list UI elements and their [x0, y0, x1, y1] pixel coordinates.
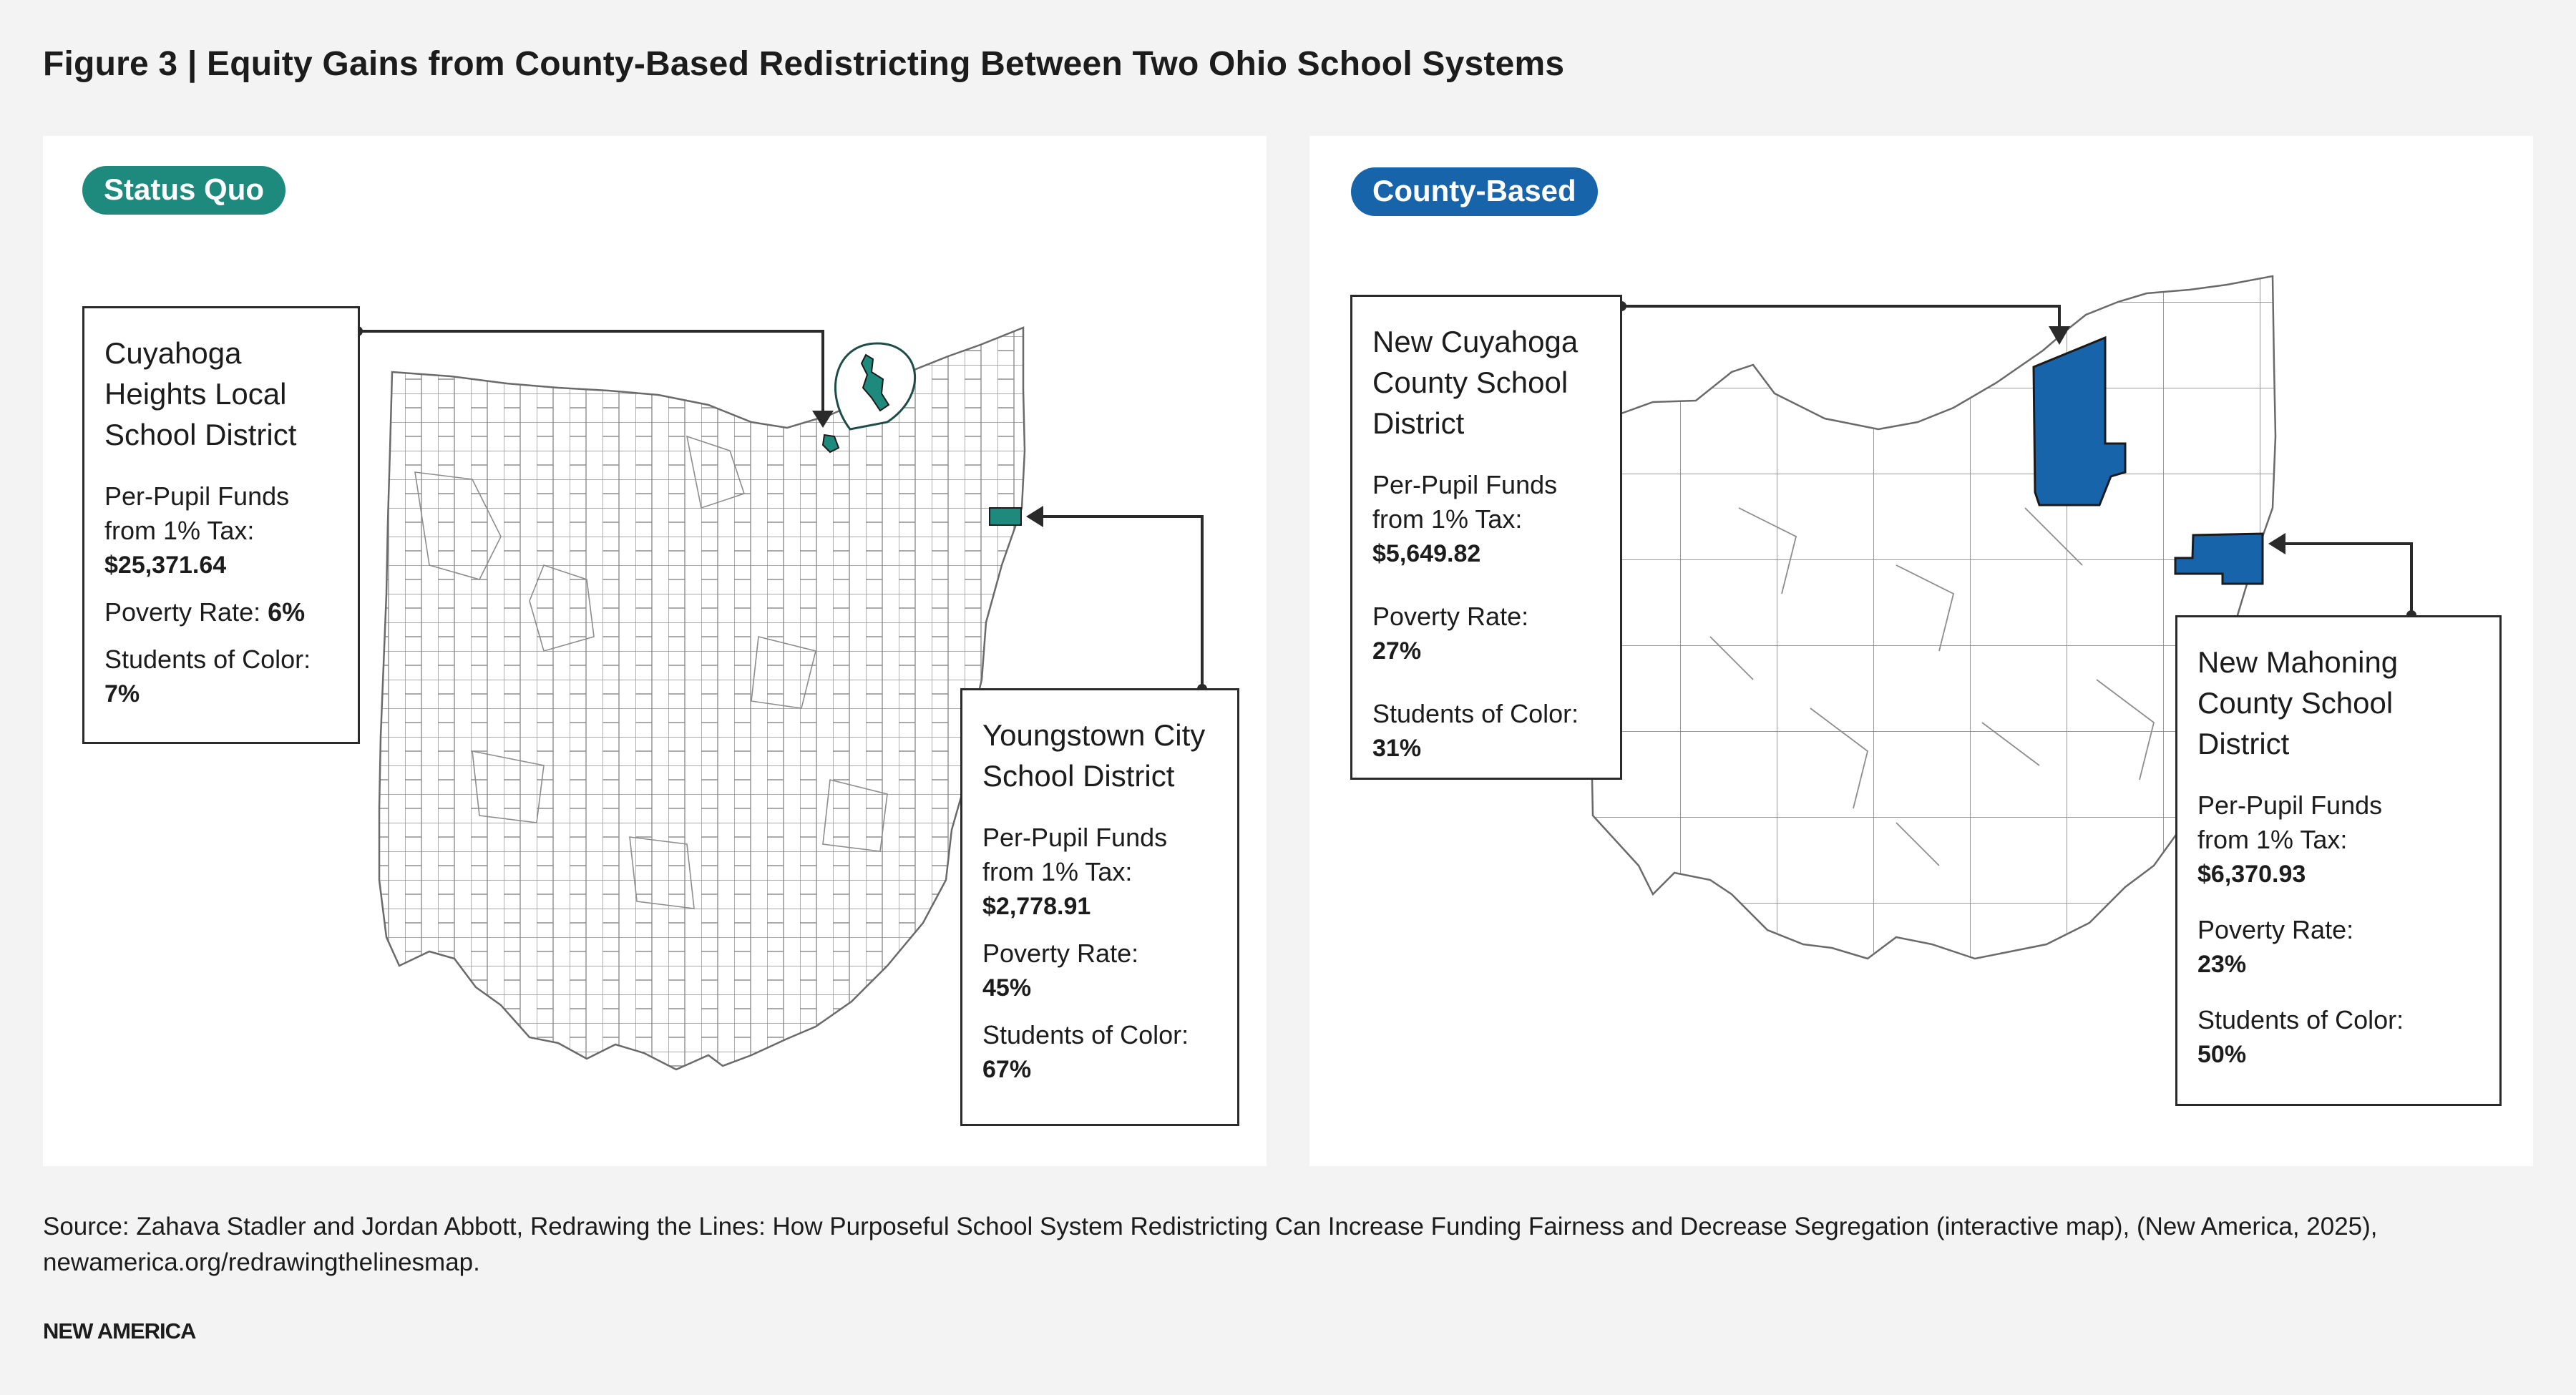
district-name: New Mahoning County School District — [2197, 645, 2399, 760]
students-of-color-label: Students of Color: — [2197, 1005, 2404, 1034]
funds-value: $5,649.82 — [1372, 540, 1481, 567]
poverty-label: Poverty Rate: — [1372, 602, 1529, 631]
status-quo-tag: Status Quo — [82, 166, 286, 215]
cuyahoga-connector-line — [1621, 306, 2059, 328]
youngstown-district — [990, 508, 1021, 525]
students-of-color-value: 50% — [2197, 1041, 2247, 1068]
county-based-tag: County-Based — [1351, 167, 1598, 216]
poverty-value: 23% — [2197, 951, 2247, 978]
students-of-color-value: 67% — [982, 1056, 1032, 1083]
mahoning-connector-arrow — [2268, 533, 2285, 554]
new-cuyahoga-infobox — [1350, 295, 1622, 780]
funds-label: from 1% Tax: — [104, 516, 255, 545]
poverty-value: 27% — [1372, 637, 1422, 665]
poverty-label: Poverty Rate: — [2197, 915, 2354, 944]
county-based-panel — [1309, 136, 2533, 1166]
funds-value: $25,371.64 — [104, 552, 227, 579]
funds-label: from 1% Tax: — [2197, 825, 2348, 854]
source-note: Source: Zahava Stadler and Jordan Abbott, Redrawing the Lines: How Purposeful School System Redistricting Can Increase Funding Fairness and Decrease Segregation (interactive map), (New America, 2025), newamerica.org/redrawingthelinesmap. — [43, 1213, 2378, 1276]
figure-title: Figure 3 | Equity Gains from County-Based Redistricting Between Two Ohio School Systems — [43, 45, 1565, 83]
youngstown-connector-line — [1042, 517, 1202, 689]
funds-label: from 1% Tax: — [982, 857, 1133, 886]
cuyahoga-heights-infobox — [82, 306, 360, 744]
youngstown-infobox — [960, 688, 1239, 1126]
students-of-color-label: Students of Color: — [982, 1020, 1189, 1049]
brand-logo: NEW AMERICA — [43, 1318, 196, 1343]
funds-label: Per-Pupil Funds — [1372, 470, 1558, 499]
mahoning-connector-line — [2284, 544, 2411, 615]
district-name: Youngstown City School District — [982, 718, 1206, 793]
funds-label: Per-Pupil Funds — [982, 823, 1168, 852]
funds-value: $2,778.91 — [982, 893, 1091, 920]
district-name: New Cuyahoga County School District — [1372, 325, 1579, 440]
funds-label: Per-Pupil Funds — [104, 481, 290, 511]
students-of-color-label: Students of Color: — [104, 645, 311, 674]
funds-label: from 1% Tax: — [1372, 504, 1523, 534]
funds-value: $6,370.93 — [2197, 861, 2306, 888]
poverty-value: 45% — [982, 974, 1032, 1002]
funds-label: Per-Pupil Funds — [2197, 790, 2383, 820]
poverty-label: Poverty Rate: — [982, 939, 1139, 968]
status-quo-panel — [43, 136, 1267, 1166]
poverty-row: Poverty Rate: 6% — [104, 597, 306, 627]
students-of-color-label: Students of Color: — [1372, 699, 1579, 728]
students-of-color-value: 7% — [104, 680, 140, 708]
district-name: Cuyahoga Heights Local School District — [104, 336, 297, 451]
students-of-color-value: 31% — [1372, 735, 1422, 762]
new-mahoning-infobox — [2175, 615, 2502, 1106]
youngstown-connector-arrow — [1026, 506, 1043, 527]
